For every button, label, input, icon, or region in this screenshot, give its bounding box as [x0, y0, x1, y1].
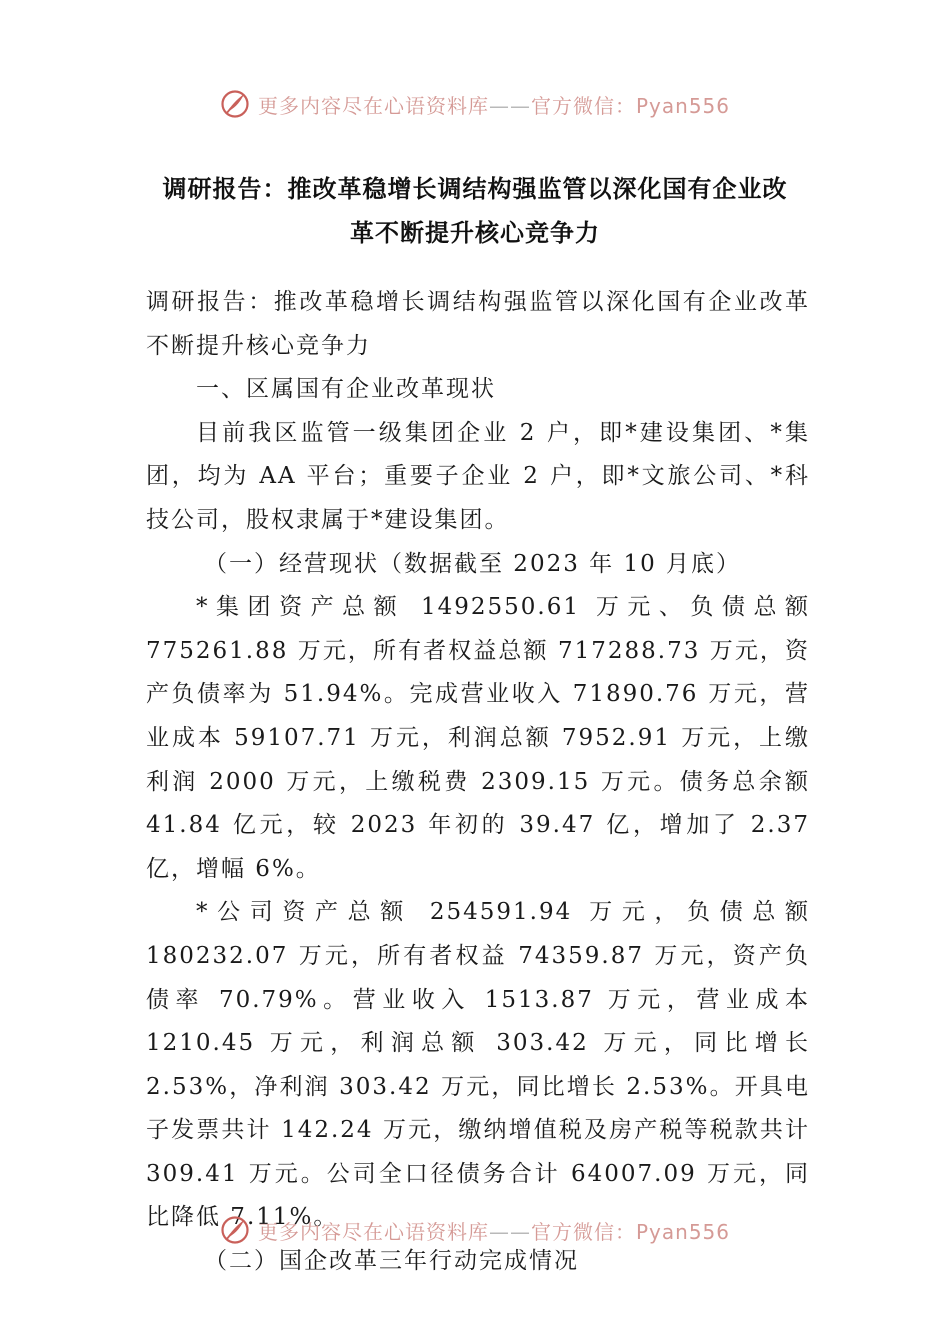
quill-logo-icon — [220, 1215, 250, 1245]
watermark-footer — [0, 1210, 950, 1250]
subsection-heading-1: （一）经营现状（数据截至 2023 年 10 月底） — [204, 550, 742, 577]
watermark-brand: 更多内容尽在心语资料库 — [257, 93, 489, 118]
watermark-text — [258, 1216, 730, 1245]
subsection-heading-2: （二）国企改革三年行动完成情况 — [204, 1248, 579, 1275]
document-body — [146, 281, 810, 1284]
watermark-dash: —— — [488, 1219, 531, 1244]
watermark-dash: —— — [488, 93, 531, 118]
document-title — [140, 167, 810, 255]
paragraph-enterprises: 目前我区监管一级集团企业 2 户，即*建设集团、*集团，均为 AA 平台；重要子企业 2 户，即*文旅公司、*科技公司，股权隶属于*建设集团。 — [146, 419, 810, 533]
watermark-label: 官方微信： — [530, 1219, 636, 1244]
paragraph-group-finance: *集团资产总额 1492550.61 万元、负债总额 775261.88 万元，所有者权益总额 717288.73 万元，资产负债率为 51.94%。完成营业收入 71890.76 万元，营业成本 59107.71 万元，利润总额 7952.91 万元，上缴利润 2000 万元，上缴税费 2309.15 万元。债务总余额 41.84 亿元，较 2023 年初的 39.47 亿，增加了 2.37 亿，增幅 6%。 — [146, 594, 810, 882]
paragraph-company-finance: *公司资产总额 254591.94 万元，负债总额 180232.07 万元，所有者权益 74359.87 万元，资产负债率 70.79%。营业收入 1513.87 万元，营业成本 1210.45 万元，利润总额 303.42 万元，同比增长 2.53%，净利润 303.42 万元，同比增长 2.53%。开具电子发票共计 142.24 万元，缴纳增值税及房产税等税款共计 309.41 万元。公司全口径债务合计 64007.09 万元，同比降低 7.11%。 — [146, 899, 810, 1231]
watermark-brand: 更多内容尽在心语资料库 — [257, 1219, 489, 1244]
quill-logo-icon — [220, 89, 250, 119]
watermark-header — [0, 84, 950, 124]
watermark-handle: Pyan556 — [635, 93, 730, 118]
title-line-2: 革不断提升核心竞争力 — [350, 219, 600, 247]
watermark-handle: Pyan556 — [635, 1219, 730, 1244]
intro-paragraph: 调研报告：推改革稳增长调结构强监管以深化国有企业改革不断提升核心竞争力 — [146, 289, 810, 359]
watermark-text — [258, 90, 730, 119]
section-heading-1: 一、区属国有企业改革现状 — [196, 376, 496, 403]
title-line-1: 调研报告：推改革稳增长调结构强监管以深化国有企业改 — [162, 175, 788, 203]
watermark-label: 官方微信： — [530, 93, 636, 118]
